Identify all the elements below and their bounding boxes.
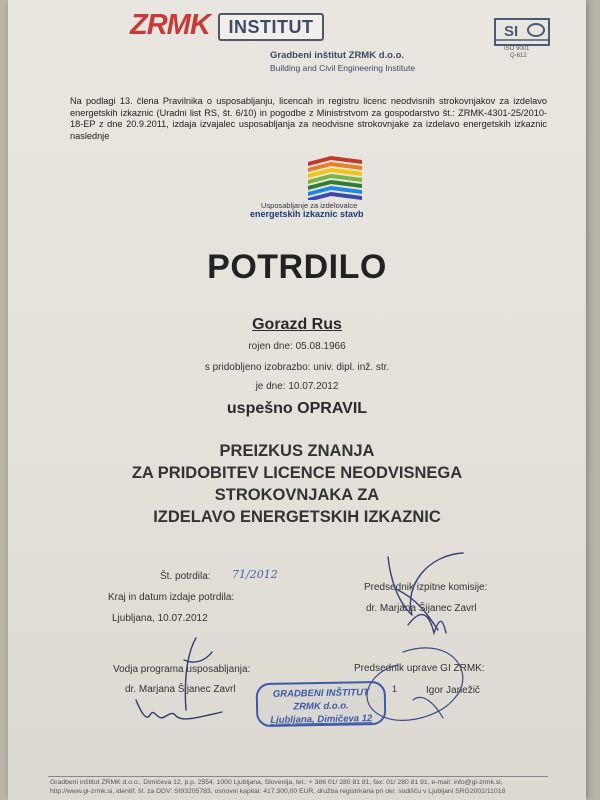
certificate-page bbox=[8, 0, 586, 800]
exam-line-2: ZA PRIDOBITEV LICENCE NEODVISNEGA bbox=[131, 464, 463, 482]
footer-line-2: http://www.gi-zrmk.si, identif. št. za DDV: SI93205783, osnovni kapital: 417.300,00 EUR, družba registrirana pri okr. sodišču v Ljubljani SRG2002/11018 bbox=[50, 788, 506, 795]
recipient-name: Gorazd Rus bbox=[252, 316, 342, 333]
program-head-signature bbox=[126, 630, 246, 725]
program-logo-line2: energetskih izkaznic stavb bbox=[250, 209, 364, 219]
stamp-line-1: GRADBENI INŠTITUT bbox=[272, 687, 369, 700]
certificate-title: POTRDILO bbox=[207, 248, 387, 286]
board-chair-title: Predsednik uprave GI ZRMK: bbox=[354, 663, 485, 674]
program-logo-line1: Usposabljanje za izdelovalce bbox=[261, 201, 358, 210]
exam-line-4: IZDELAVO ENERGETSKIH IZKAZNIC bbox=[153, 508, 441, 526]
exam-line-3: STROKOVNJAKA ZA bbox=[214, 486, 380, 504]
zrmk-logo bbox=[126, 8, 226, 40]
institute-name: Gradbeni inštitut ZRMK d.o.o. bbox=[270, 50, 405, 61]
birth-date: rojen dne: 05.08.1966 bbox=[248, 341, 346, 352]
zrmk-logo-text: ZRMK bbox=[130, 9, 210, 40]
exam-line-1: PREIZKUS ZNANJA bbox=[219, 442, 375, 460]
stamp-line-2: ZRMK d.o.o. bbox=[293, 700, 349, 713]
result-text: uspešno OPRAVIL bbox=[226, 400, 368, 417]
education: s pridobljeno izobrazbo: univ. dipl. inž. str. bbox=[204, 362, 390, 373]
footer-divider bbox=[48, 776, 548, 777]
place-date-label: Kraj in datum izdaje potrdila: bbox=[108, 592, 235, 603]
place-date-value: Ljubljana, 10.07.2012 bbox=[112, 613, 208, 624]
stamp-mark: 1 bbox=[392, 684, 398, 694]
institute-subtitle: Building and Civil Engineering Institute bbox=[270, 63, 416, 73]
commission-signature bbox=[368, 545, 478, 645]
iso-certification: ISO 9001 bbox=[504, 46, 530, 52]
si-quality-logo bbox=[494, 18, 550, 46]
stamp-line-3: Ljubljana, Dimičeva 12 bbox=[270, 713, 373, 726]
intro-paragraph: Na podlagi 13. člena Pravilnika o usposabljanju, licencah in registru licenc neodvisnih strokovnjakov za izdelavo energetskih izkaznic (Uradni list RS, št. 6/10) in pogodbe z Ministrstvom za gospodarstvo št.: ZRMK-4301-25/2010-18-EP z dne 20.9.2011, izdaja izvajalec usposabljanja za neodvisne strokovnjake za izdelavo energetskih izkaznic naslednje bbox=[70, 96, 547, 141]
institut-label: INSTITUT bbox=[218, 13, 324, 41]
program-head-name: dr. Marjana Šijanec Zavrl bbox=[125, 684, 236, 695]
commission-chair-title: Predsednik izpitne komisije: bbox=[364, 582, 488, 593]
certificate-number: 71/2012 bbox=[232, 568, 278, 581]
board-chair-name: Igor Janežič bbox=[426, 685, 480, 696]
iso-code: Q-612 bbox=[510, 53, 527, 59]
official-stamp bbox=[256, 681, 387, 727]
commission-chair-name: dr. Marjana Šijanec Zavrl bbox=[366, 603, 477, 614]
certificate-number-label: Št. potrdila: bbox=[160, 571, 211, 582]
completion-date: je dne: 10.07.2012 bbox=[255, 381, 339, 392]
program-head-title: Vodja programa usposabljanja: bbox=[113, 664, 251, 675]
footer-line-1: Gradbeni inštitut ZRMK d.o.o., Dimičeva 12, p.p. 2554, 1000 Ljubljana, Slovenija, tel.: + 386 01/ 280 81 81, fax: 01/ 280 81 91, e-mail: info@gi-zrmk.si, bbox=[50, 779, 503, 786]
si-logo-text: SI bbox=[504, 23, 519, 40]
energy-certificate-logo bbox=[296, 150, 366, 200]
